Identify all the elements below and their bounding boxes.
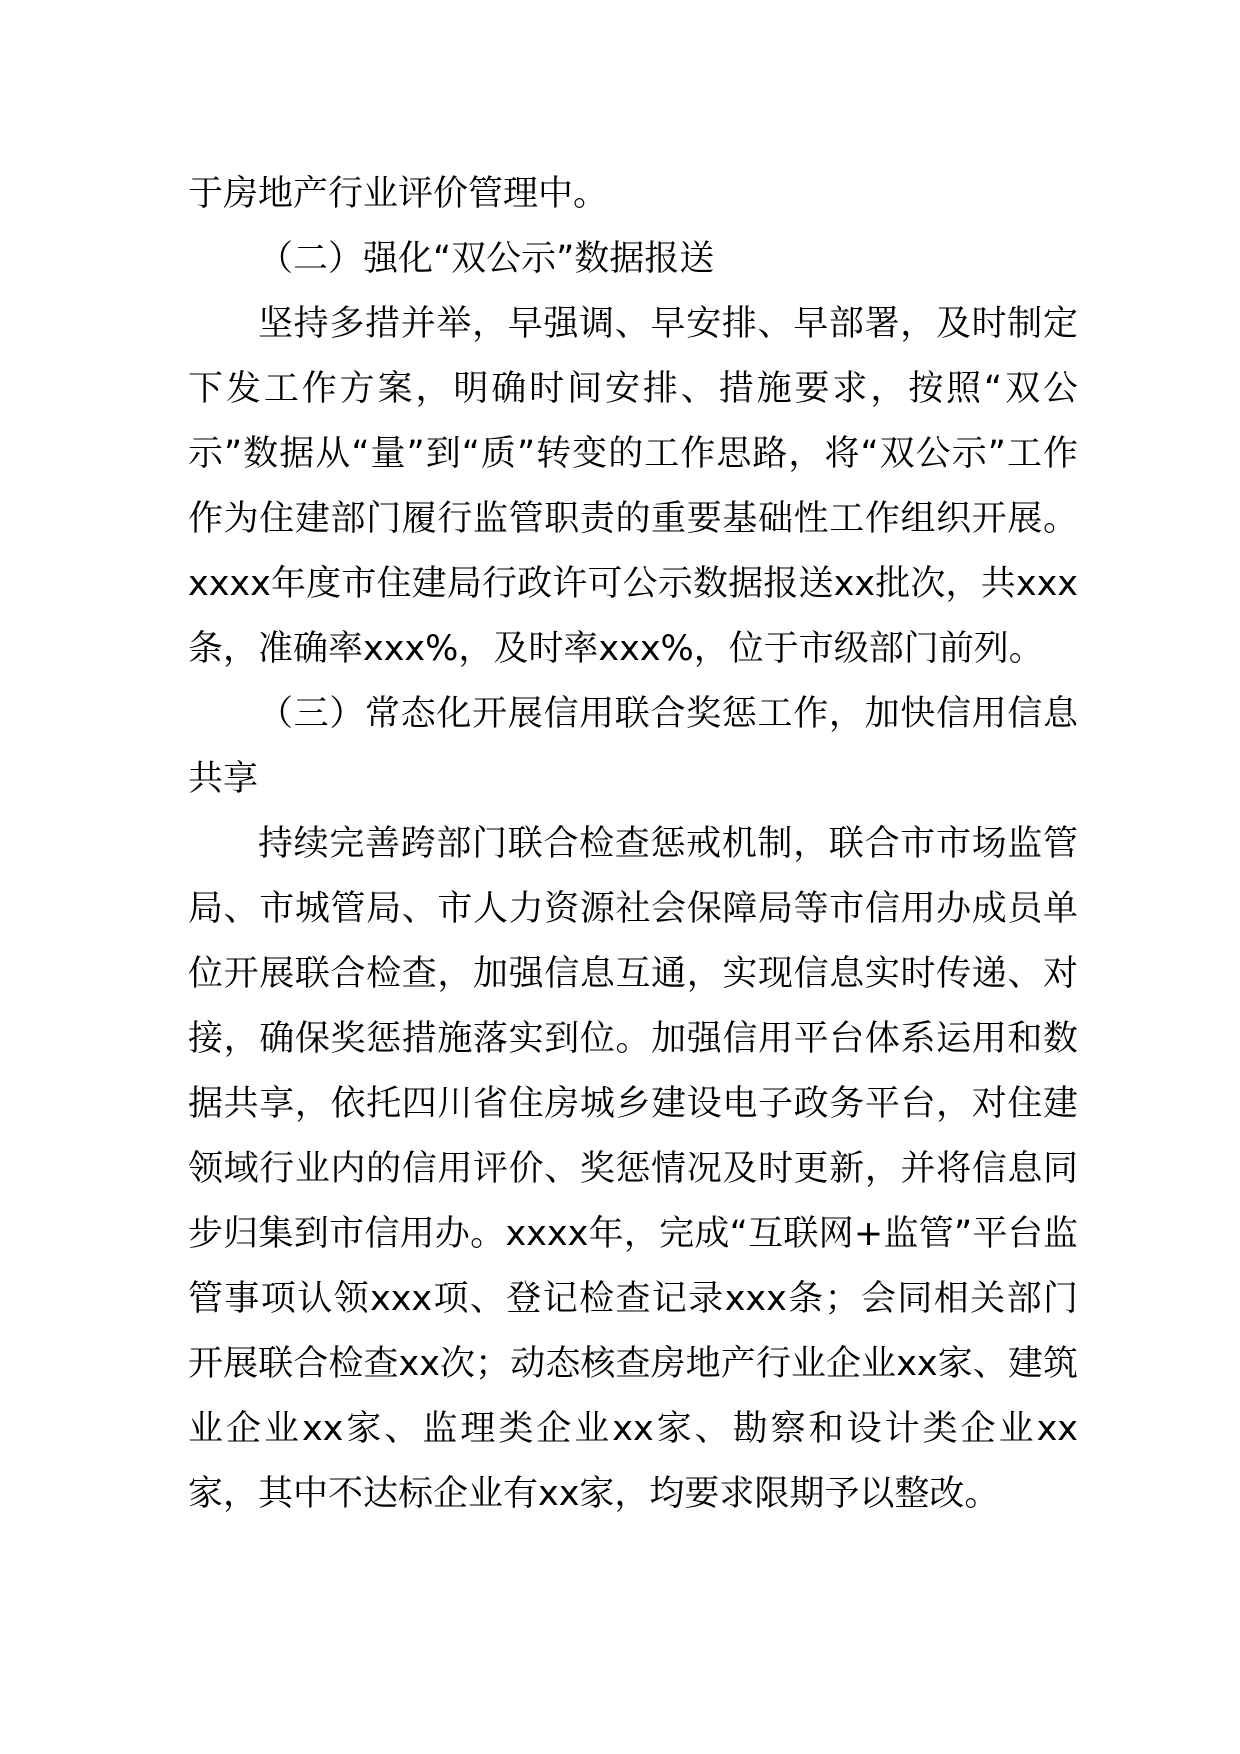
paragraph-continuation: 于房地产行业评价管理中。 (188, 174, 609, 214)
document-body (188, 162, 1078, 1527)
paragraph-double-publicity: 坚持多措并举，早强调、早安排、早部署，及时制定下发工作方案，明确时间安排、措施要求，按照“双公示”数据从“量”到“质”转变的工作思路，将“双公示”工作作为住建部门履行监管职责的重要基础性工作组织开展。xxxx年度市住建局行政许可公示数据报送xx批次，共xxx条，准确率xxx%，及时率xxx%，位于市级部门前列。 (188, 304, 1078, 669)
section-heading-3: （三）常态化开展信用联合奖惩工作，加快信用信息共享 (188, 694, 1078, 799)
section-heading-2: （二）强化“双公示”数据报送 (258, 239, 715, 279)
paragraph-credit-sharing: 持续完善跨部门联合检查惩戒机制，联合市市场监管局、市城管局、市人力资源社会保障局等市信用办成员单位开展联合检查，加强信息互通，实现信息实时传递、对接，确保奖惩措施落实到位。加强信用平台体系运用和数据共享，依托四川省住房城乡建设电子政务平台，对住建领域行业内的信用评价、奖惩情况及时更新，并将信息同步归集到市信用办。xxxx年，完成“互联网+监管”平台监管事项认领xxx项、登记检查记录xxx条；会同相关部门开展联合检查xx次；动态核查房地产行业企业xx家、建筑业企业xx家、监理类企业xx家、勘察和设计类企业xx家，其中不达标企业有xx家，均要求限期予以整改。 (188, 824, 1078, 1514)
